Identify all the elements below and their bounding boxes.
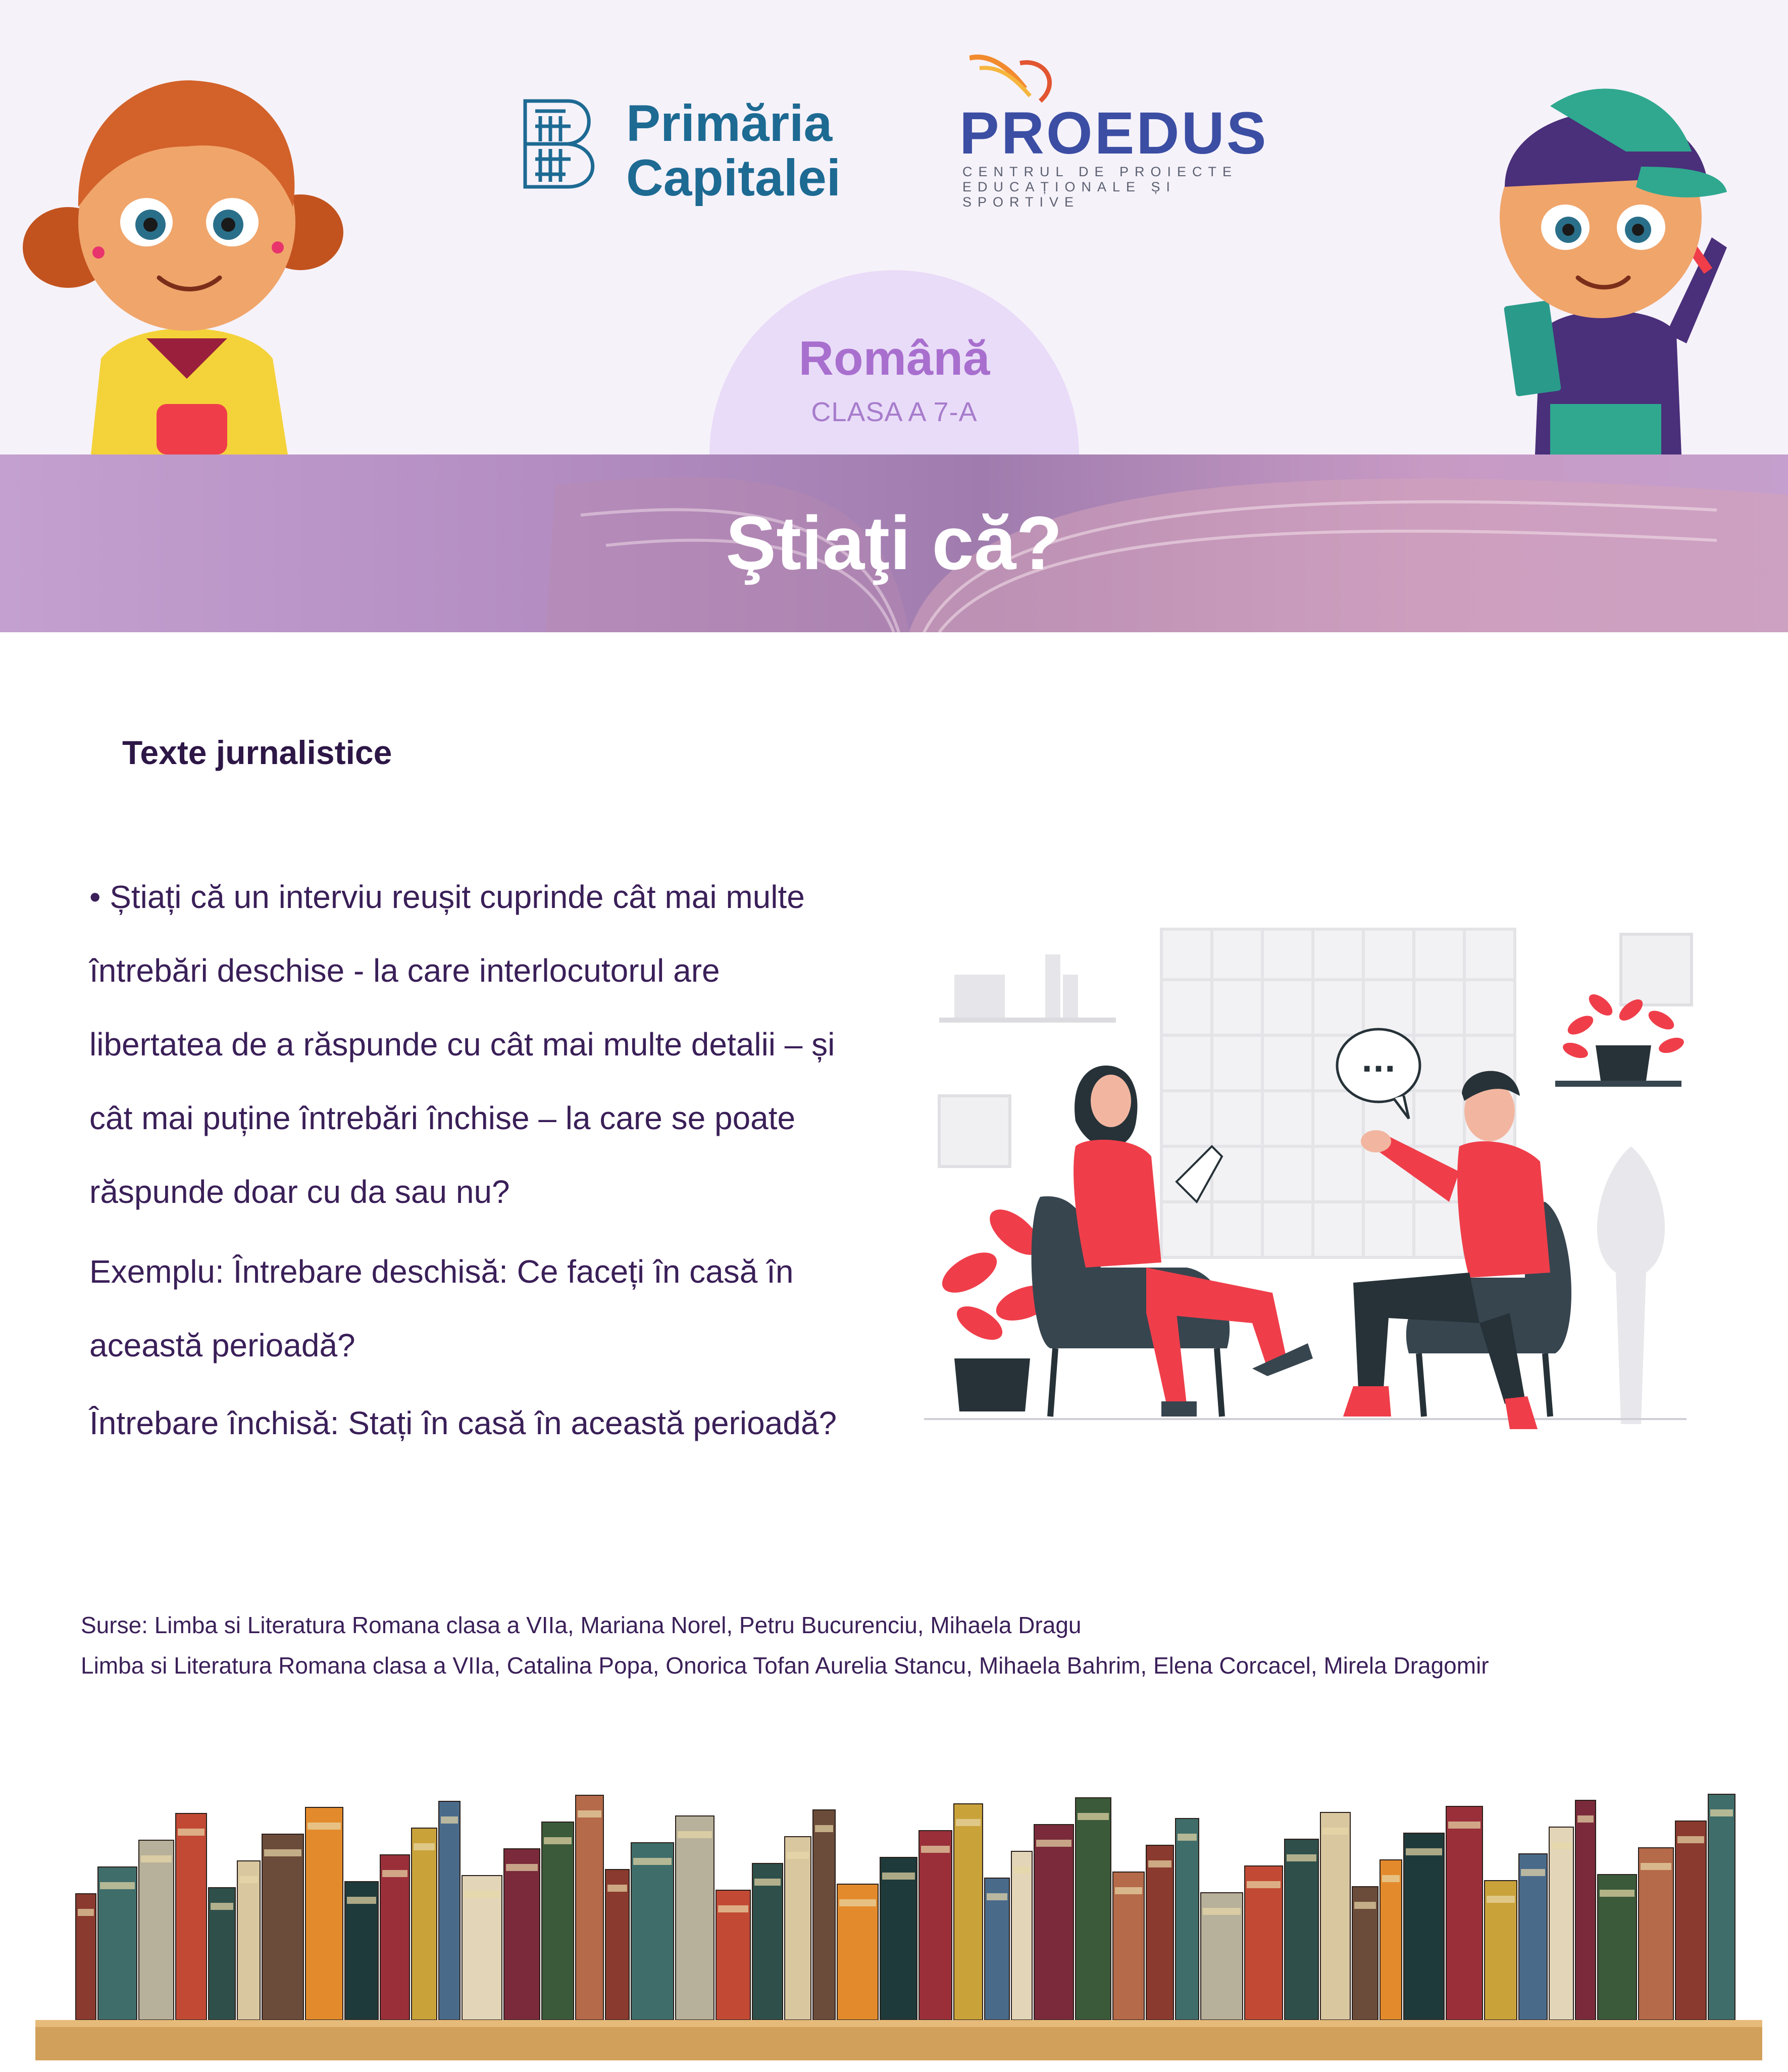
book-spine [1404, 1833, 1444, 2020]
paragraph-line: • Știați că un interviu reușit cuprinde cât mai multe [89, 879, 805, 915]
main-paragraph [89, 860, 948, 1229]
book-spine-band [718, 1905, 748, 1912]
book-spine-band [1677, 1836, 1704, 1843]
book-spine-band [1710, 1809, 1733, 1816]
book-spine-band [141, 1855, 172, 1862]
book-spine-band [506, 1864, 538, 1871]
book-spine-band [308, 1823, 341, 1830]
book-spine-band [1641, 1863, 1671, 1870]
bookshelf-illustration [0, 1767, 1788, 2072]
book-spine [1011, 1851, 1032, 2020]
book-spine-band [1600, 1890, 1634, 1897]
paragraph-line: răspunde doar cu da sau nu? [89, 1174, 510, 1210]
book-spine [813, 1810, 835, 2020]
book-spine [504, 1849, 540, 2020]
proedus-tagline-2: EDUCAȚIONALE ȘI SPORTIVE [962, 179, 1177, 210]
book-spine-band [1487, 1896, 1515, 1903]
book-spine [1549, 1827, 1573, 2020]
class-level: CLASA A 7-A [811, 397, 978, 427]
book-spine [176, 1813, 207, 2020]
title-banner [0, 454, 1788, 632]
book-spine-band [1115, 1887, 1142, 1894]
book-spine-band [178, 1829, 205, 1836]
example-closed-question: Întrebare închisă: Stați în casă în această perioadă? [89, 1405, 837, 1441]
sources-line-2: Limba si Literatura Romana clasa a VIIa, Catalina Popa, Onorica Tofan Aurelia Stancu, Mihaela Bahrim, Elena Corcacel, Mirela Dragomir [81, 1652, 1489, 1679]
interview-illustration [924, 919, 1702, 1444]
primaria-emblem-icon [520, 96, 606, 192]
book-spine-band [1036, 1840, 1071, 1847]
book-spine-band [578, 1810, 601, 1817]
book-spine-band [607, 1885, 627, 1892]
proedus-tagline-1: CENTRUL DE PROIECTE [962, 164, 1238, 179]
book-spine-band [987, 1893, 1007, 1900]
book-spine-band [1013, 1866, 1030, 1874]
book-spine [1446, 1806, 1483, 2020]
book-spine-band [1203, 1908, 1241, 1915]
book-spine-band [1148, 1860, 1171, 1867]
book-spine [785, 1837, 811, 2020]
book-spine-band [1178, 1834, 1197, 1841]
example-line: Exemplu: Întrebare deschisă: Ce faceți în casă în [89, 1253, 794, 1290]
book-spine [1575, 1800, 1596, 2020]
section-title: Texte jurnalistice [122, 734, 392, 771]
book-spine-band [815, 1825, 833, 1832]
book-spine-band [382, 1870, 407, 1877]
book-spine-band [678, 1831, 712, 1838]
book-spine [1285, 1839, 1318, 2020]
book-spine [1076, 1798, 1111, 2020]
paragraph-line: cât mai puține întrebări închise – la care se poate [89, 1100, 796, 1136]
book-spine-band [1247, 1881, 1281, 1888]
book-spine [1519, 1854, 1547, 2020]
book-spine-band [1322, 1828, 1348, 1835]
book-spine [752, 1863, 783, 2020]
sources-note [81, 1605, 1489, 1686]
proedus-logo [959, 53, 1268, 210]
header [0, 0, 1788, 454]
book-spine [1176, 1818, 1199, 2020]
book-spine-band [956, 1819, 981, 1826]
paragraph-line: libertatea de a răspunde cu cât mai multe detalii – și [89, 1026, 835, 1063]
book-spine-band [1287, 1854, 1316, 1861]
book-spine [380, 1855, 410, 2020]
book-spine [1320, 1812, 1350, 2020]
book-spine-band [1551, 1842, 1571, 1849]
book-spine [880, 1857, 917, 2020]
girl-mascot-illustration [20, 56, 353, 454]
book-spine-band [921, 1846, 950, 1853]
example-line: această perioadă? [89, 1327, 355, 1363]
book-spine [262, 1834, 303, 2020]
example-open-question [89, 1235, 948, 1382]
book-spine-band [1448, 1822, 1480, 1829]
subject-title: Română [798, 331, 990, 385]
book-spine-band [1406, 1848, 1442, 1855]
book-spine-band [839, 1899, 876, 1906]
boy-mascot-illustration [1474, 50, 1757, 454]
book-spine-band [100, 1882, 135, 1889]
book-spine [412, 1828, 437, 2020]
primaria-capitalei-logo [520, 96, 848, 207]
book-spine-band [1382, 1875, 1400, 1882]
book-spine [98, 1867, 137, 2020]
book-spine-band [464, 1891, 500, 1898]
book-spine [439, 1801, 460, 2020]
book-spine [305, 1807, 343, 2020]
book-spine [1146, 1845, 1173, 2020]
book-spine-band [239, 1876, 258, 1883]
book-spine [237, 1861, 260, 2020]
book-spine [1380, 1860, 1402, 2020]
book-spine [676, 1816, 714, 2020]
primaria-logo-line2: Capitalei [626, 149, 841, 207]
book-spine-band [264, 1849, 301, 1856]
speech-bubble-text: ... [1361, 1044, 1396, 1079]
book-spine [954, 1804, 983, 2020]
book-spine [1245, 1866, 1283, 2020]
proedus-wordmark: PROEDUS [959, 100, 1268, 167]
book-spine-band [78, 1909, 94, 1916]
book-spine-band [441, 1816, 458, 1824]
paragraph-line: întrebări deschise - la care interlocutorul are [89, 952, 720, 989]
book-spine [542, 1822, 574, 2020]
book-spine [631, 1843, 674, 2020]
book-spine-band [1078, 1813, 1109, 1820]
primaria-logo-line1: Primăria [626, 94, 833, 152]
book-spine [1675, 1821, 1706, 2020]
book-spine-band [347, 1897, 376, 1904]
book-spine-band [1577, 1815, 1594, 1823]
book-spine [1034, 1825, 1074, 2020]
book-spine [139, 1840, 174, 2020]
book-spine [1708, 1794, 1735, 2020]
book-spine-band [1521, 1869, 1545, 1876]
book-spine-band [544, 1837, 572, 1844]
book-spine-band [211, 1903, 233, 1910]
book-spine [919, 1831, 952, 2020]
book-spine-band [882, 1873, 915, 1880]
book-spine-band [414, 1843, 435, 1850]
book-spine-band [754, 1879, 781, 1886]
book-spine [605, 1869, 629, 2020]
book-spine [576, 1795, 603, 2020]
book-spine-band [787, 1852, 809, 1859]
banner-title: Ştiaţi că? [726, 500, 1062, 585]
sources-line-1: Surse: Limba si Literatura Romana clasa a VIIa, Mariana Norel, Petru Bucurenciu, Mihaela Dragu [81, 1612, 1082, 1638]
book-spine [1639, 1848, 1673, 2020]
book-spine-band [633, 1858, 672, 1865]
book-spine-band [1354, 1902, 1376, 1909]
